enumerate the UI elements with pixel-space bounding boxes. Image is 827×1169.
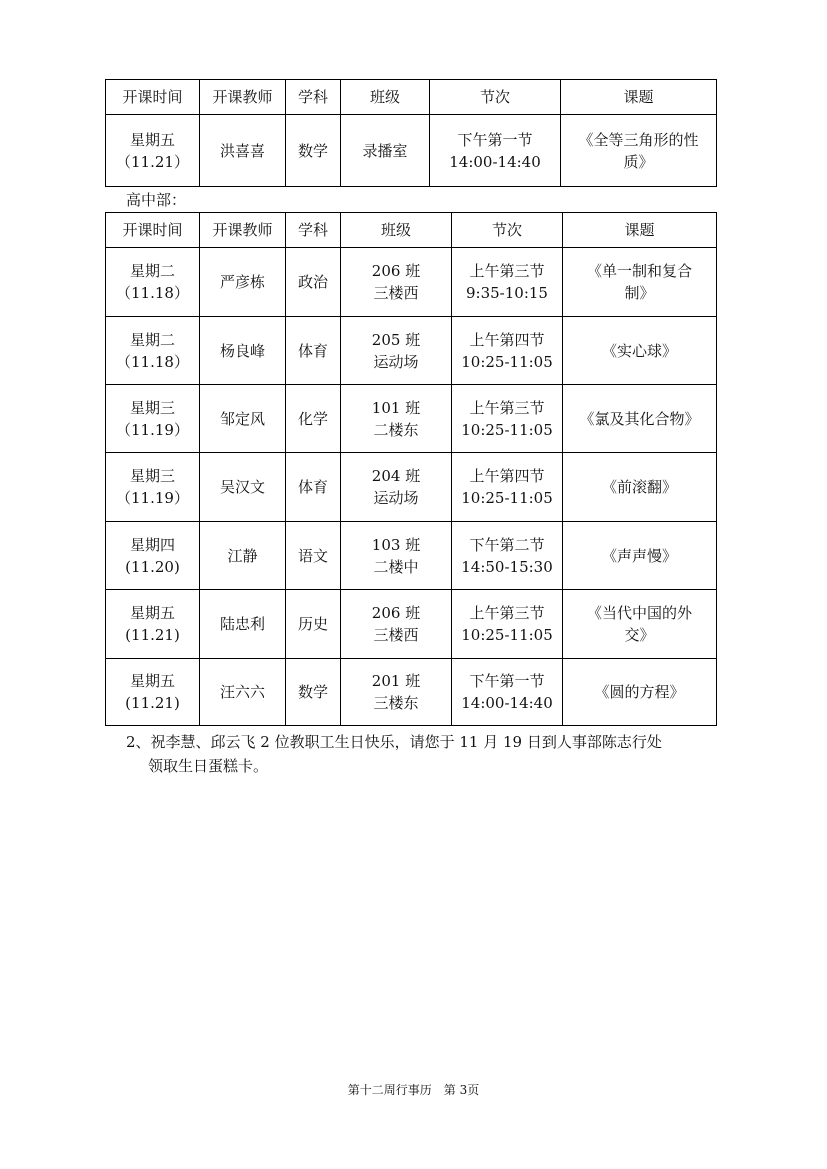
- column-header: 节次: [430, 80, 561, 115]
- column-header: 开课教师: [200, 80, 286, 115]
- table-cell: 201 班 三楼东: [341, 659, 452, 726]
- birthday-note-line1: 2、祝李慧、邱云飞 2 位教职工生日快乐，请您于 11 月 19 日到人事部陈志行处: [126, 733, 662, 751]
- table-cell: 洪喜喜: [200, 115, 286, 187]
- column-header: 开课时间: [106, 80, 200, 115]
- table-cell: 邹定风: [200, 385, 286, 453]
- table-cell: 星期二 （11.18）: [106, 317, 200, 385]
- table-cell: 汪六六: [200, 659, 286, 726]
- column-header: 课题: [563, 213, 717, 248]
- table-cell: 星期五 (11.21): [106, 659, 200, 726]
- birthday-note-line2: 领取生日蛋糕卡。: [148, 757, 269, 775]
- birthday-note: [126, 730, 712, 778]
- column-header: 课题: [561, 80, 717, 115]
- junior-schedule-body: [106, 80, 717, 187]
- table-cell: 《单一制和复合 制》: [563, 248, 717, 317]
- junior-schedule-table: [105, 79, 717, 187]
- table-cell: 录播室: [341, 115, 430, 187]
- table-cell: 星期三 （11.19）: [106, 385, 200, 453]
- table-cell: 星期二 （11.18）: [106, 248, 200, 317]
- table-cell: 星期四 (11.20): [106, 522, 200, 590]
- table-cell: 体育: [286, 453, 341, 522]
- table-cell: 《前滚翻》: [563, 453, 717, 522]
- section-label-senior: 高中部：: [126, 191, 187, 209]
- table-cell: 《实心球》: [563, 317, 717, 385]
- senior-schedule-body: [106, 213, 717, 726]
- table-cell: 陆忠利: [200, 590, 286, 659]
- table-cell: 《全等三角形的性 质》: [561, 115, 717, 187]
- table-cell: 严彦栋: [200, 248, 286, 317]
- table-cell: 204 班 运动场: [341, 453, 452, 522]
- column-header: 学科: [286, 80, 341, 115]
- table-cell: 《当代中国的外 交》: [563, 590, 717, 659]
- table-cell: 语文: [286, 522, 341, 590]
- column-header: 班级: [341, 213, 452, 248]
- table-cell: 杨良峰: [200, 317, 286, 385]
- table-cell: 205 班 运动场: [341, 317, 452, 385]
- table-cell: 下午第一节 14:00-14:40: [430, 115, 561, 187]
- table-cell: 206 班 三楼西: [341, 590, 452, 659]
- column-header: 开课教师: [200, 213, 286, 248]
- table-cell: 上午第三节 9:35-10:15: [452, 248, 563, 317]
- table-cell: 星期五 （11.21）: [106, 115, 200, 187]
- table-cell: 上午第三节 10:25-11:05: [452, 590, 563, 659]
- table-cell: 历史: [286, 590, 341, 659]
- table-row: [106, 590, 717, 659]
- table-row: [106, 453, 717, 522]
- table-cell: 《氯及其化合物》: [563, 385, 717, 453]
- table-cell: 下午第二节 14:50-15:30: [452, 522, 563, 590]
- table-cell: 江静: [200, 522, 286, 590]
- table-cell: 体育: [286, 317, 341, 385]
- table-cell: 《声声慢》: [563, 522, 717, 590]
- table-cell: 上午第四节 10:25-11:05: [452, 453, 563, 522]
- header-row: [106, 213, 717, 248]
- table-cell: 上午第四节 10:25-11:05: [452, 317, 563, 385]
- table-cell: 吴汉文: [200, 453, 286, 522]
- table-row: [106, 522, 717, 590]
- table-cell: 数学: [286, 115, 341, 187]
- table-cell: 下午第一节 14:00-14:40: [452, 659, 563, 726]
- header-row: [106, 80, 717, 115]
- column-header: 开课时间: [106, 213, 200, 248]
- table-row: [106, 248, 717, 317]
- table-cell: 星期三 （11.19）: [106, 453, 200, 522]
- page-footer: 第十二周行事历 第 3页: [347, 1083, 480, 1097]
- table-cell: 上午第三节 10:25-11:05: [452, 385, 563, 453]
- table-cell: 101 班 二楼东: [341, 385, 452, 453]
- table-row: [106, 115, 717, 187]
- column-header: 班级: [341, 80, 430, 115]
- senior-schedule-table: [105, 212, 717, 726]
- table-row: [106, 659, 717, 726]
- table-cell: 103 班 二楼中: [341, 522, 452, 590]
- table-cell: 政治: [286, 248, 341, 317]
- table-cell: 206 班 三楼西: [341, 248, 452, 317]
- column-header: 节次: [452, 213, 563, 248]
- table-cell: 《圆的方程》: [563, 659, 717, 726]
- column-header: 学科: [286, 213, 341, 248]
- table-row: [106, 317, 717, 385]
- table-cell: 化学: [286, 385, 341, 453]
- table-cell: 数学: [286, 659, 341, 726]
- table-row: [106, 385, 717, 453]
- table-cell: 星期五 (11.21): [106, 590, 200, 659]
